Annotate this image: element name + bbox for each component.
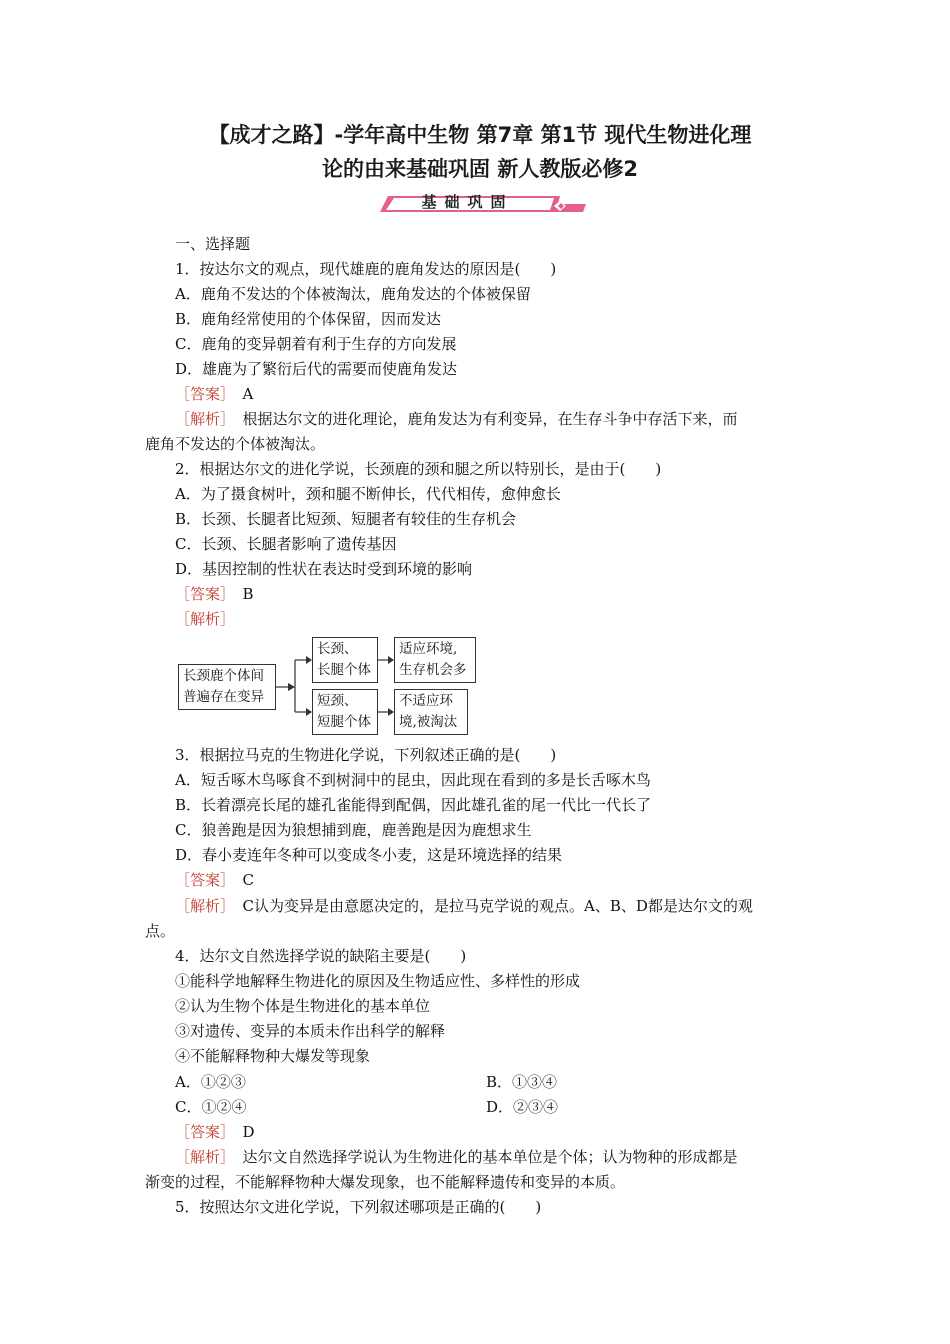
q2-stem: 2．根据达尔文的进化学说，长颈鹿的颈和腿之所以特别长，是由于( )	[175, 460, 662, 478]
q2-option-a: A．为了摄食树叶，颈和腿不断伸长，代代相传，愈伸愈长	[175, 485, 561, 503]
answer-tag: ［答案］	[175, 1123, 228, 1141]
diagram-text: 短腿个体	[317, 714, 371, 730]
q1-option-a: A．鹿角不发达的个体被淘汰，鹿角发达的个体被保留	[175, 285, 531, 303]
diagram-box-long-neck	[312, 637, 378, 683]
q4-answer	[175, 1122, 255, 1142]
q4-analysis-cont: 渐变的过程，不能解释物种大爆发现象，也不能解释遗传和变异的本质。	[145, 1173, 626, 1191]
diagram-text: 境,被淘汰	[399, 714, 458, 730]
diagram-text: 生存机会多	[399, 662, 467, 678]
diagram-text: 长腿个体	[317, 662, 371, 678]
q4-item-4: ④不能解释物种大爆发等现象	[175, 1047, 371, 1065]
q3-option-c: C．狼善跑是因为狼想捕到鹿，鹿善跑是因为鹿想求生	[175, 821, 532, 839]
diagram-box-short-neck	[312, 689, 378, 735]
q4-option-d: D．②③④	[486, 1098, 559, 1116]
q4-item-2: ②认为生物个体是生物进化的基本单位	[175, 997, 431, 1015]
q2-option-c: C．长颈、长腿者影响了遗传基因	[175, 535, 397, 553]
q4-item-1: ①能科学地解释生物进化的原因及生物适应性、多样性的形成	[175, 972, 581, 990]
q1-answer	[175, 384, 253, 404]
diagram-text: 短颈、	[317, 693, 358, 709]
document-title-line-1: 【成才之路】-学年高中生物 第7章 第1节 现代生物进化理	[208, 123, 752, 147]
section-banner	[380, 192, 590, 216]
answer-tag: ［答案］	[175, 585, 228, 603]
answer-value: B	[242, 585, 254, 603]
analysis-text: 根据达尔文的进化理论，鹿角发达为有利变异，在生存斗争中存活下来，而	[242, 410, 738, 428]
answer-value: A	[242, 385, 254, 403]
answer-tag: ［答案］	[175, 871, 228, 889]
q1-option-c: C．鹿角的变异朝着有利于生存的方向发展	[175, 335, 457, 353]
q2-option-d: D．基因控制的性状在表达时受到环境的影响	[175, 560, 473, 578]
q3-option-b: B．长着漂亮长尾的雄孔雀能得到配偶，因此雄孔雀的尾一代比一代长了	[175, 796, 652, 814]
q3-option-a: A．短舌啄木鸟啄食不到树洞中的昆虫，因此现在看到的多是长舌啄木鸟	[175, 771, 651, 789]
section-heading: 一、选择题	[175, 235, 251, 253]
q4-item-3: ③对遗传、变异的本质未作出科学的解释	[175, 1022, 446, 1040]
diagram-text: 普遍存在变异	[183, 689, 264, 705]
answer-value: D	[242, 1123, 255, 1141]
diagram-text: 不适应环	[399, 693, 453, 709]
q1-analysis-cont: 鹿角不发达的个体被淘汰。	[145, 435, 326, 453]
diagram-box-adapted	[394, 637, 476, 683]
q3-stem: 3．根据拉马克的生物进化学说，下列叙述正确的是( )	[175, 746, 557, 764]
answer-tag: ［答案］	[175, 385, 228, 403]
q4-stem: 4．达尔文自然选择学说的缺陷主要是( )	[175, 947, 467, 965]
q2-answer	[175, 584, 254, 604]
document-title-line-2: 论的由来基础巩固 新人教版必修2	[322, 157, 638, 181]
q4-analysis	[175, 1147, 738, 1167]
q5-stem: 5．按照达尔文进化学说，下列叙述哪项是正确的( )	[175, 1198, 542, 1216]
q3-option-d: D．春小麦连年冬种可以变成冬小麦，这是环境选择的结果	[175, 846, 563, 864]
q1-option-d: D．雄鹿为了繁衍后代的需要而使鹿角发达	[175, 360, 458, 378]
analysis-tag: ［解析］	[175, 897, 228, 915]
analysis-text: 达尔文自然选择学说认为生物进化的基本单位是个体；认为物种的形成都是	[242, 1148, 738, 1166]
q2-analysis	[175, 609, 235, 629]
q1-stem: 1．按达尔文的观点，现代雄鹿的鹿角发达的原因是( )	[175, 260, 557, 278]
diagram-text: 适应环境,	[399, 641, 458, 657]
q4-option-b: B．①③④	[486, 1073, 558, 1091]
q3-answer	[175, 870, 254, 890]
diagram-text: 长颈鹿个体间	[183, 668, 264, 684]
q1-option-b: B．鹿角经常使用的个体保留，因而发达	[175, 310, 442, 328]
analysis-tag: ［解析］	[175, 1148, 228, 1166]
diagram-box-variation	[178, 664, 276, 710]
q3-analysis	[175, 896, 753, 916]
analysis-text: C认为变异是由意愿决定的，是拉马克学说的观点。A、B、D都是达尔文的观	[242, 897, 753, 915]
q4-option-c: C．①②④	[175, 1098, 247, 1116]
q1-analysis	[175, 409, 738, 429]
q2-option-b: B．长颈、长腿者比短颈、短腿者有较佳的生存机会	[175, 510, 517, 528]
analysis-tag: ［解析］	[175, 610, 236, 628]
q4-option-a: A．①②③	[175, 1073, 246, 1091]
diagram-text: 长颈、	[317, 641, 358, 657]
answer-value: C	[242, 871, 255, 889]
diagram-box-eliminated	[394, 689, 468, 735]
q3-analysis-cont: 点。	[145, 922, 176, 940]
banner-label: 基础巩固	[421, 193, 514, 211]
analysis-tag: ［解析］	[175, 410, 228, 428]
